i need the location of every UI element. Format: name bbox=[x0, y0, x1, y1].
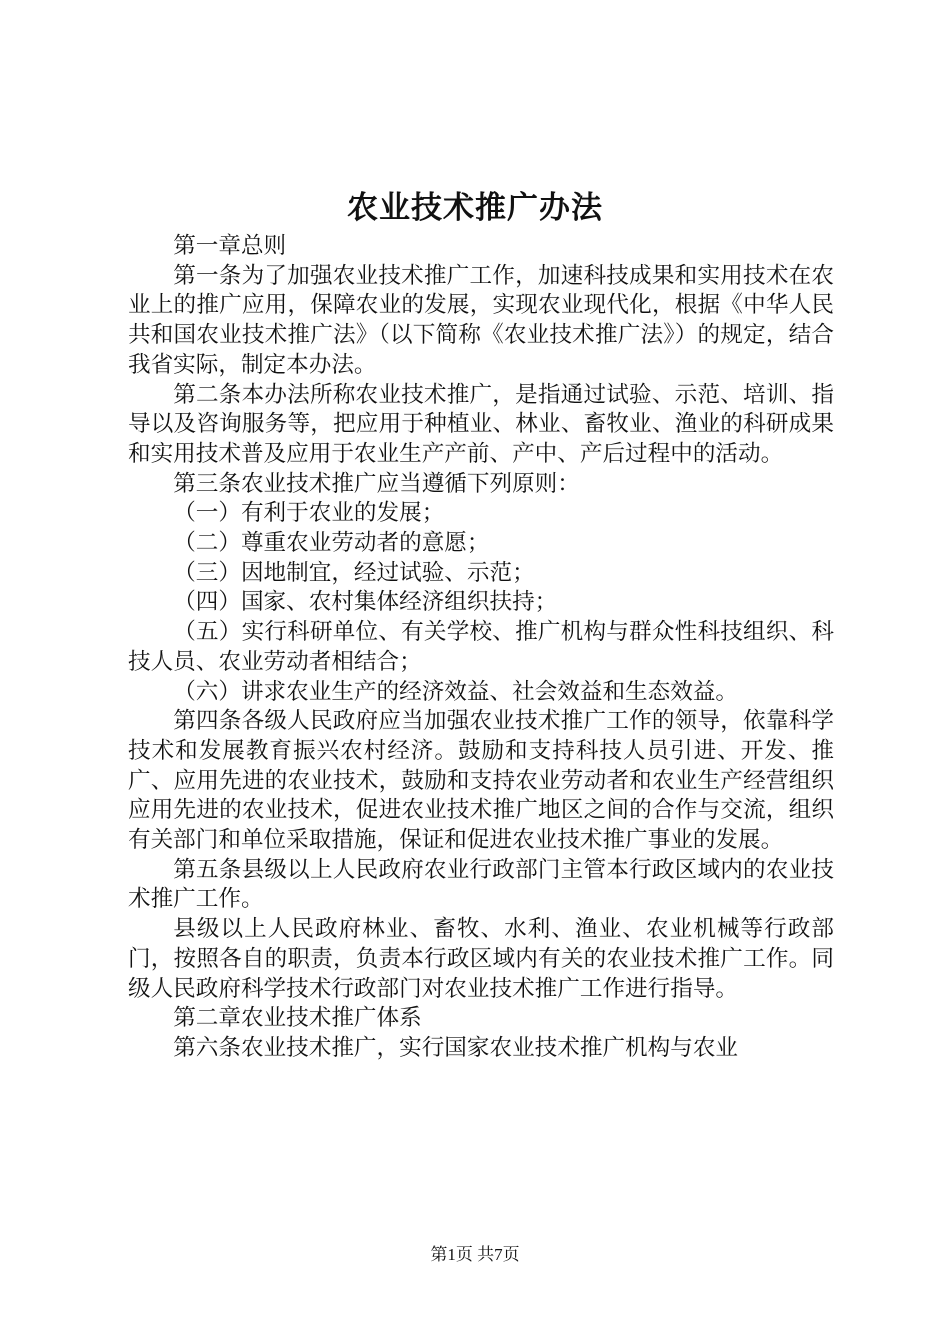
list-item: （一）有利于农业的发展； bbox=[173, 500, 445, 527]
article-paragraph: 第四条各级人民政府应当加强农业技术推广工作的领导，依靠科学技术和发展教育振兴农村经济。鼓励和支持科技人员引进、开发、推广、应用先进的农业技术，鼓励和支持农业劳动者和农业生产经营组织应用先进的农业技术，促进农业技术推广地区之间的合作与交流，组织有关部门和单位采取措施，保证和促进农业技术推广事业的发展。 bbox=[128, 708, 834, 854]
chapter-heading: 第二章农业技术推广体系 bbox=[173, 1005, 422, 1032]
article-paragraph: 第一条为了加强农业技术推广工作，加速科技成果和实用技术在农业上的推广应用，保障农业的发展，实现农业现代化，根据《中华人民共和国农业技术推广法》（以下简称《农业技术推广法》）的规定，结合我省实际，制定本办法。 bbox=[128, 262, 834, 378]
list-item: （三）因地制宜，经过试验、示范； bbox=[173, 559, 535, 586]
list-item: （二）尊重农业劳动者的意愿； bbox=[173, 530, 490, 557]
article-paragraph: 县级以上人民政府林业、畜牧、水利、渔业、农业机械等行政部门，按照各自的职责，负责本行政区域内有关的农业技术推广工作。同级人民政府科学技术行政部门对农业技术推广工作进行指导。 bbox=[128, 916, 834, 1002]
document-body bbox=[128, 232, 834, 1064]
list-item: （四）国家、农村集体经济组织扶持； bbox=[173, 589, 558, 616]
list-item: （六）讲求农业生产的经济效益、社会效益和生态效益。 bbox=[173, 678, 739, 705]
article-paragraph: 第六条农业技术推广，实行国家农业技术推广机构与农业 bbox=[173, 1034, 739, 1061]
list-item: （五）实行科研单位、有关学校、推广机构与群众性科技组织、科技人员、农业劳动者相结合； bbox=[128, 619, 834, 675]
article-paragraph: 第五条县级以上人民政府农业行政部门主管本行政区域内的农业技术推广工作。 bbox=[128, 856, 834, 913]
article-paragraph: 第三条农业技术推广应当遵循下列原则： bbox=[173, 470, 580, 497]
document-title: 农业技术推广办法 bbox=[347, 190, 603, 226]
page-footer: 第1页 共7页 bbox=[430, 1245, 520, 1264]
chapter-heading: 第一章总则 bbox=[173, 233, 287, 259]
article-paragraph: 第二条本办法所称农业技术推广，是指通过试验、示范、培训、指导以及咨询服务等，把应用于种植业、林业、畜牧业、渔业的科研成果和实用技术普及应用于农业生产产前、产中、产后过程中的活动。 bbox=[128, 381, 834, 467]
